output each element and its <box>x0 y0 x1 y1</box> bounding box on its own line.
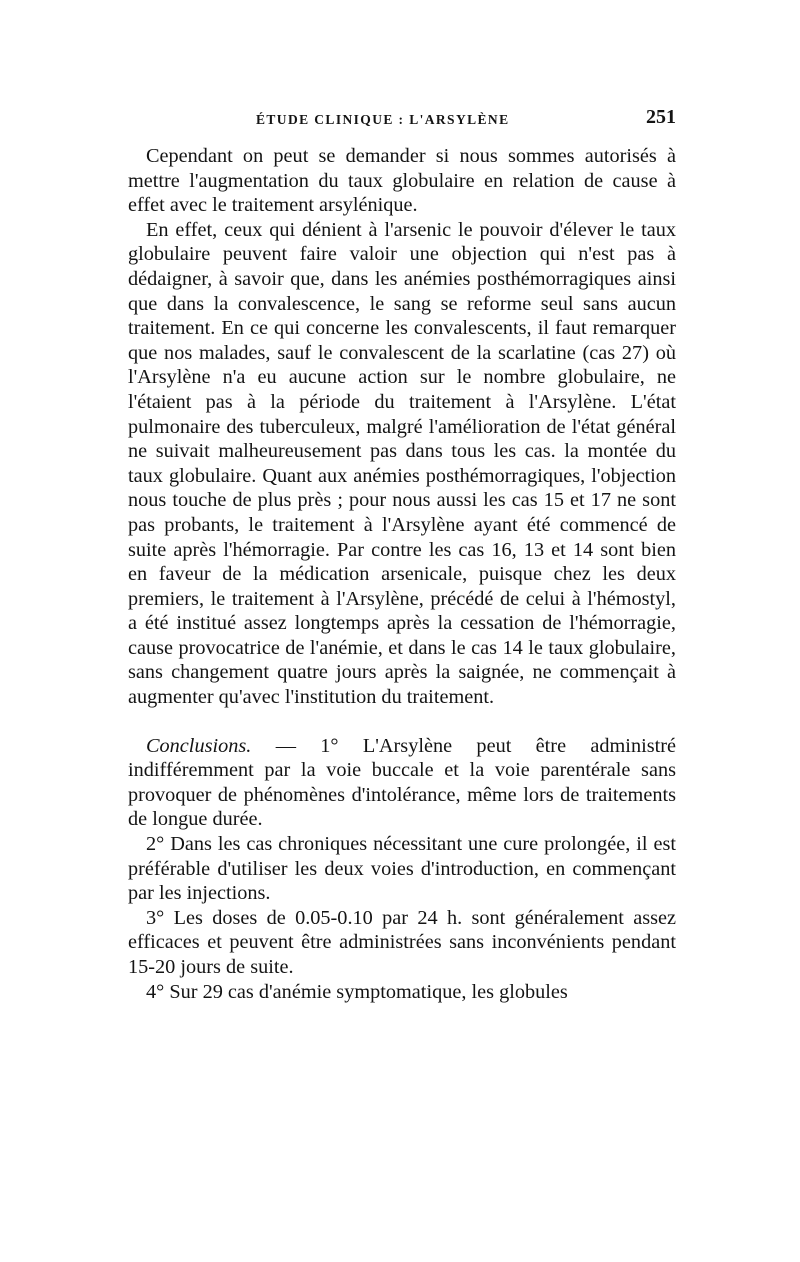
running-header <box>128 98 676 128</box>
paragraph-opening: Cependant on peut se demander si nous sommes autorisés à mettre l'augmentation du taux globulaire en relation de cause à effet avec le traitement arsylénique. <box>128 145 676 217</box>
conclusion-item-1 <box>128 734 676 832</box>
conclusion-item-3: 3° Les doses de 0.05-0.10 par 24 h. sont généralement assez efficaces et peuvent être administrées sans inconvénients pendant 15-20 jours de suite. <box>128 906 676 978</box>
conclusions-label: Conclusions. <box>146 734 252 757</box>
conclusion-text-1: — 1° L'Arsylène peut être administré indifféremment par la voie buccale et la voie parentérale sans provoquer de phénomènes d'intolérance, même lors de traitements de longue durée. <box>128 734 676 831</box>
page-number: 251 <box>646 106 676 128</box>
running-title: ÉTUDE CLINIQUE : L'ARSYLÈNE <box>256 112 510 127</box>
conclusion-item-2: 2° Dans les cas chroniques nécessitant une cure prolongée, il est préférable d'utiliser les deux voies d'introduction, en commençant par les injections. <box>128 833 676 905</box>
conclusions-section <box>128 734 676 1005</box>
paragraph-objection: En effet, ceux qui dénient à l'arsenic le pouvoir d'élever le taux globulaire peuvent faire valoir une objection qui n'est pas à dédaigner, à savoir que, dans les anémies posthémorragiques ainsi que dans la convalescence, le sang se reforme seul sans aucun traitement. En ce qui concerne les convalescents, il faut remarquer que nos malades, sauf le convalescent de la scarlatine (cas 27) où l'Arsylène n'a eu aucune action sur le nombre globulaire, ne l'étaient pas à la période du traitement à l'Arsylène. L'état pulmonaire des tuberculeux, malgré l'amélioration de l'état général ne suivait malheureusement pas dans tous les cas. la montée du taux globulaire. Quant aux anémies posthémorragiques, l'objection nous touche de plus près ; pour nous aussi les cas 15 et 17 ne sont pas probants, le traitement à l'Arsylène ayant été commencé de suite après l'hémorragie. Par contre les cas 16, 13 et 14 sont bien en faveur de la médication arsenicale, puisque chez les deux premiers, le traitement à l'Arsylène, précédé de celui à l'hémostyl, a été institué assez longtemps après la cessation de l'hémorragie, cause provocatrice de l'anémie, et dans le cas 14 le taux globulaire, sans changement quatre jours après la saignée, ne commençait à augmenter qu'avec l'institution du traitement. <box>128 218 676 709</box>
body-text <box>128 144 676 710</box>
conclusion-item-4: 4° Sur 29 cas d'anémie symptomatique, les globules <box>146 980 568 1003</box>
scanned-book-page <box>128 98 676 1004</box>
section-gap <box>128 710 676 734</box>
